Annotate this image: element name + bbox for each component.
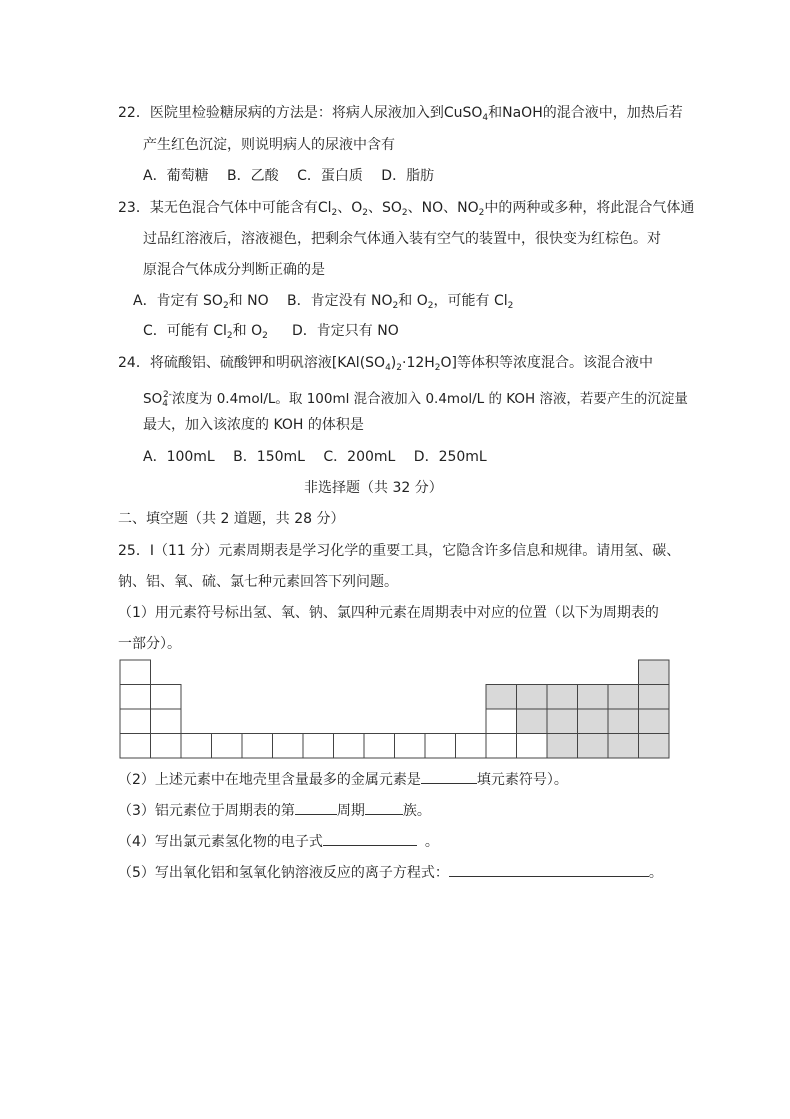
- opt-text: C．可能有 Cl: [143, 323, 227, 339]
- ionic-equation-blank[interactable]: [449, 863, 649, 877]
- q25-part5-text: （5）写出氧化铝和氢氧化钠溶液反应的离子方程式：: [118, 865, 449, 881]
- q22-options: A．葡萄糖 B．乙酸 C．蛋白质 D．脂肪: [143, 168, 435, 184]
- periodic-table-cell[interactable]: [486, 709, 517, 734]
- q25-part3-text: 族。: [402, 803, 431, 819]
- periodic-table-cell[interactable]: [120, 734, 151, 759]
- q22-line2: 产生红色沉淀，则说明病人的尿液中含有: [143, 137, 395, 153]
- periodic-table-cell[interactable]: [547, 685, 578, 710]
- q22-cuso4: CuSO: [443, 105, 483, 121]
- q24-text-c: ·12H: [402, 355, 435, 371]
- periodic-table-cell[interactable]: [395, 734, 426, 759]
- q25-line1: 25．Ⅰ（11 分）元素周期表是学习化学的重要工具，它隐含许多信息和规律。请用氢、碳、: [118, 543, 681, 559]
- part2-title: 二、填空题（共 2 道题，共 28 分）: [118, 511, 345, 527]
- q23-text-a: 某无色混合气体中可能含有: [149, 200, 318, 216]
- q25-part3-text: （3）铝元素位于周期表的第: [118, 803, 295, 819]
- periodic-table-cell[interactable]: [181, 734, 212, 759]
- q23-option-d: D．肯定只有 NO: [292, 323, 399, 339]
- periodic-table-cell[interactable]: [120, 685, 151, 710]
- periodic-table-cell[interactable]: [486, 685, 517, 710]
- periodic-table-cell[interactable]: [517, 685, 548, 710]
- periodic-table-cell[interactable]: [608, 709, 639, 734]
- periodic-table-cell[interactable]: [639, 734, 670, 759]
- q22-text-c: 的混合液中，加热后若: [542, 105, 683, 121]
- electron-formula-blank[interactable]: [323, 832, 417, 846]
- q23-text-b: 中的两种或多种，将此混合气体通: [484, 200, 695, 216]
- q23-line2: 过品红溶液后，溶液褪色，把剩余气体通入装有空气的装置中，很快变为红棕色。对: [143, 231, 661, 247]
- periodic-table-cell[interactable]: [517, 709, 548, 734]
- q22-text-a: 医院里检验糖尿病的方法是：将病人尿液加入到: [149, 105, 444, 121]
- opt-text: B．肯定没有 NO: [287, 293, 393, 309]
- q24-text-a: 将硫酸铝、硫酸钾和明矾溶液[KAl(SO: [149, 355, 386, 371]
- q25-part5-text-end: 。: [648, 865, 663, 881]
- q25-line2: 钠、铝、氧、硫、氯七种元素回答下列问题。: [118, 574, 398, 590]
- q24-options: A．100mL B．150mL C．200mL D．250mL: [143, 449, 487, 465]
- period-blank[interactable]: [295, 801, 337, 815]
- opt-sub: 2: [222, 301, 229, 311]
- periodic-table-cell[interactable]: [151, 709, 182, 734]
- gas-so: 、SO: [368, 200, 402, 216]
- q25-part4-text-end: 。: [424, 834, 439, 850]
- q25-part2: [118, 770, 568, 789]
- opt-text: 和 O: [398, 293, 428, 309]
- periodic-table-cell[interactable]: [425, 734, 456, 759]
- q25-part1-line2: 一部分）。: [118, 636, 181, 652]
- periodic-table-cell[interactable]: [517, 734, 548, 759]
- q25-part4-text: （4）写出氯元素氢化物的电子式: [118, 834, 323, 850]
- q24-so: SO: [143, 391, 163, 407]
- q22-cuso4-sub: 4: [482, 113, 489, 123]
- periodic-table-cell[interactable]: [120, 709, 151, 734]
- periodic-table-cell[interactable]: [578, 734, 609, 759]
- opt-sub: 2: [427, 301, 434, 311]
- periodic-table-cell[interactable]: [364, 734, 395, 759]
- q24-number: 24．: [118, 355, 150, 371]
- gas-sub: 2: [362, 208, 368, 218]
- opt-sub: 2: [507, 301, 514, 311]
- gas-sub: 2: [401, 208, 408, 218]
- q24-sub: 2: [434, 363, 441, 373]
- opt-sub: 2: [392, 301, 399, 311]
- q25-part2-text-end: 填元素符号）。: [476, 772, 568, 788]
- q22-naoh: NaOH: [502, 105, 543, 121]
- q24-sub: 4: [162, 399, 168, 409]
- periodic-table-cell[interactable]: [273, 734, 304, 759]
- q23-number: 23．: [118, 200, 150, 216]
- q25-part3: [118, 801, 431, 820]
- gas-no: 、NO、NO: [407, 200, 479, 216]
- periodic-table-cell[interactable]: [578, 709, 609, 734]
- q24-sub: 2: [396, 363, 402, 373]
- q24-text-d: O]等体积等浓度混合。该混合液中: [440, 355, 654, 371]
- answer-blank[interactable]: [421, 770, 477, 784]
- q24-text: 浓度为 0.4mol/L。取 100ml 混合液加入 0.4mol/L 的 KOH 溶液，若要产生的沉淀量: [171, 391, 688, 407]
- periodic-table-cell[interactable]: [547, 734, 578, 759]
- periodic-table-cell[interactable]: [334, 734, 365, 759]
- q25-part5: [118, 863, 663, 882]
- periodic-table-cell[interactable]: [639, 685, 670, 710]
- opt-text: 和 O: [232, 323, 263, 339]
- periodic-table-cell[interactable]: [151, 734, 182, 759]
- q23-line3: 原混合气体成分判断正确的是: [143, 262, 325, 278]
- opt-sub: 2: [226, 331, 233, 341]
- q24-sub: 4: [385, 363, 391, 373]
- q25-part4: [118, 832, 439, 851]
- periodic-table-cell[interactable]: [639, 709, 670, 734]
- gas-o: 、O: [337, 200, 363, 216]
- periodic-table-cell[interactable]: [639, 660, 670, 685]
- periodic-table-cell[interactable]: [456, 734, 487, 759]
- periodic-table-cell[interactable]: [151, 685, 182, 710]
- periodic-table-cell[interactable]: [120, 660, 151, 685]
- opt-text: A．肯定有 SO: [133, 293, 223, 309]
- q22-number: 22．: [118, 105, 150, 121]
- opt-text: ，可能有 Cl: [433, 293, 508, 309]
- periodic-table-cell[interactable]: [303, 734, 334, 759]
- periodic-table-cell[interactable]: [608, 734, 639, 759]
- periodic-table-cell[interactable]: [608, 685, 639, 710]
- gas-sub: 2: [331, 208, 338, 218]
- periodic-table-cell[interactable]: [242, 734, 273, 759]
- q25-part1-line1: （1）用元素符号标出氢、氧、钠、氯四种元素在周期表中对应的位置（以下为周期表的: [118, 605, 659, 621]
- q25-part2-text: （2）上述元素中在地壳里含量最多的金属元素是: [118, 772, 421, 788]
- opt-sub: 2: [262, 331, 268, 341]
- periodic-table-cell[interactable]: [547, 709, 578, 734]
- q22-text-b: 和: [488, 105, 503, 121]
- q24-text-b: ): [390, 355, 397, 371]
- section-title: 非选择题（共 32 分）: [304, 480, 443, 496]
- gas-sub: 2: [478, 208, 485, 218]
- q24-sup: 2-: [162, 390, 172, 400]
- gas-cl: Cl: [317, 200, 332, 216]
- periodic-table-cell[interactable]: [486, 734, 517, 759]
- group-blank[interactable]: [365, 801, 403, 815]
- periodic-table-cell[interactable]: [578, 685, 609, 710]
- periodic-table-cell[interactable]: [212, 734, 243, 759]
- opt-text: 和 NO: [228, 293, 269, 309]
- q25-part3-text: 周期: [336, 803, 365, 819]
- q24-line3: 最大，加入该浓度的 KOH 的体积是: [143, 417, 364, 433]
